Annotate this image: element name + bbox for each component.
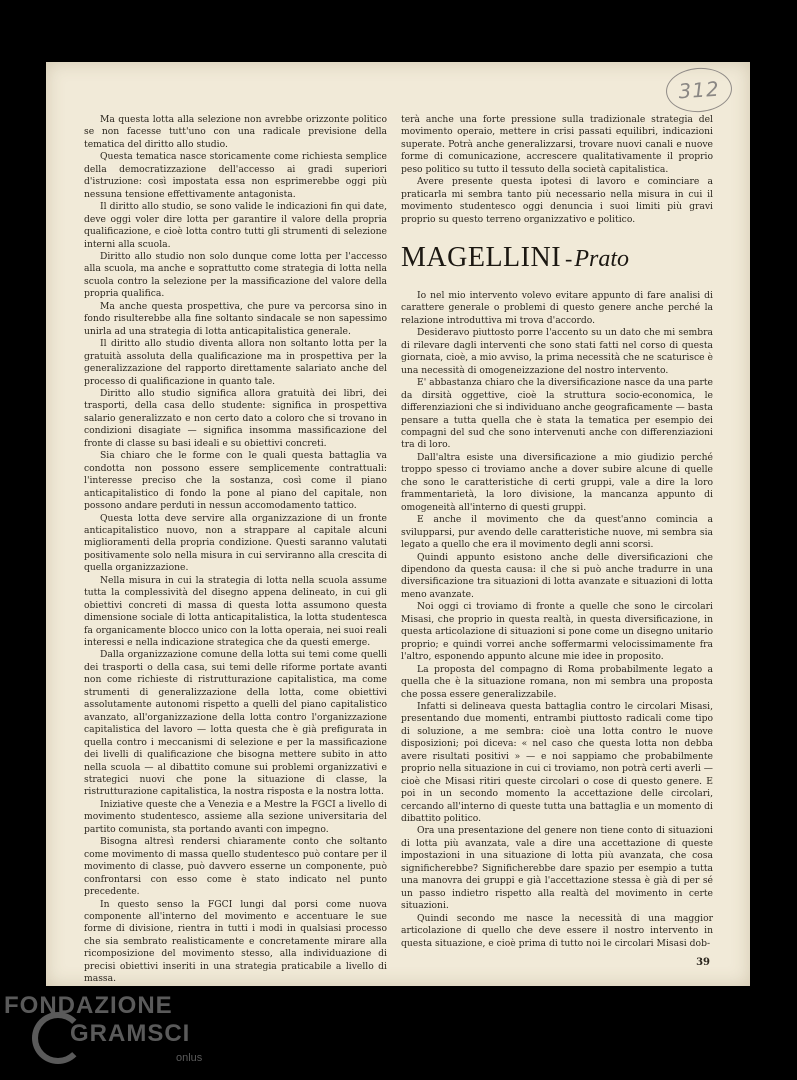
watermark-suffix: onlus	[176, 1052, 203, 1064]
speech-paragraph: Quindi appunto esistono anche delle diversificazioni che dipendono da questa causa: il che si può anche tradurre in una diversificazione tra situazioni di lotta avanzate e situazioni di lotta meno avanzate.	[401, 551, 713, 600]
speech-paragraph: Desideravo piuttosto porre l'accento su un dato che mi sembra di rilevare dagli interventi che sono stati fatti nel corso di questa giornata, cioè, a mio avviso, la prima necessità che ne scaturisce è una necessità di omogeneizzazione del nostro intervento.	[401, 327, 713, 376]
speech-paragraph: Io nel mio intervento volevo evitare appunto di fare analisi di carattere generale o problemi di questo genere anche perché la relazione introduttiva mi trova d'accordo.	[401, 290, 713, 326]
speech-paragraph: Quindi secondo me nasce la necessità di una maggior articolazione di quello che deve essere il nostro intervento in questa situazione, e cioè prima di tutto noi le circolari Misasi dob-	[401, 912, 713, 949]
body-paragraph: Ma anche questa prospettiva, che pure va percorsa sino in fondo risulterebbe alla fine soltanto sindacale se non sapessimo unirla ad una strategia di lotta anticapitalistica generale.	[84, 300, 387, 337]
watermark-line1: FONDAZIONE	[4, 992, 173, 1019]
speech-paragraph: E' abbastanza chiaro che la diversificazione nasce da una parte da dirsità oggettive, cioè la struttura socio-economica, le differenziazioni che si individuano anche geograficamente — basta pensare a tutta quella che è stata la tematica per esempio dei compagni del sud che sono intervenuti anche con differenziazioni tra di loro.	[401, 377, 713, 451]
right-column-bottom	[401, 290, 713, 950]
speech-paragraph: La proposta del compagno di Roma probabilmente legato a quella che è la situazione romana, non mi sembra una proposta che possa essere generalizzabile.	[401, 663, 713, 700]
body-paragraph: Ma questa lotta alla selezione non avrebbe orizzonte politico se non facesse tutt'uno con una radicale previsione della tematica del diritto allo studio.	[84, 114, 387, 150]
right-column-top	[401, 114, 713, 226]
watermark-line2: GRAMSCI	[70, 1020, 191, 1047]
speech-paragraph: Infatti si delineava questa battaglia contro le circolari Misasi, presentando due momenti, entrambi piuttosto radicali come tipo di soluzione, a me sembra: cioè una lotta contro le nuove disposizioni; poi diceva: « nel caso che questa lotta non debba avere risultati positivi » — e noi sappiamo che probabilmente proprio nella situazione in cui ci troviamo, non potrà certi averli — cioè che Misasi ritiri queste circolari o cose di questo genere. E poi in un secondo momento la accettazione delle circolari, cercando all'interno di queste tutta una battaglia e un momento di dibattito politico.	[401, 700, 713, 825]
body-paragraph: Sia chiaro che le forme con le quali questa battaglia va condotta non possono essere semplicemente contrattuali: l'interesse preciso che la sostanza, così come il piano anticapitalistico di fondo la pone al piano del capitale, non possono andare perduti in nessun accomodamento tattico.	[84, 450, 387, 512]
speech-paragraph: Noi oggi ci troviamo di fronte a quelle che sono le circolari Misasi, che proprio in questa realtà, in questa diversificazione, in questa articolazione di situazioni si pone come un disegno unitario proprio; e quindi vorrei anche soffermarmi velocissimamente fra l'altro, esponendo appunto alcune mie idee in proposito.	[401, 601, 713, 663]
speaker-heading	[401, 242, 629, 274]
body-paragraph: Questa tematica nasce storicamente come richiesta semplice della democratizzazione dell'accesso ai gradi superiori d'istruzione: così impostata essa non esprimerebbe oggi più nessuna tensione effettivamente antagonista.	[84, 151, 387, 200]
speaker-name: MAGELLINI	[401, 242, 562, 273]
body-paragraph: Questa lotta deve servire alla organizzazione di un fronte anticapitalistico nuovo, non a strappare al capitale alcuni miglioramenti della propria condizione. Questi saranno valutati positivamente solo nella misura in cui serviranno alla crescita di quella organizzazione.	[84, 512, 387, 574]
body-paragraph: Iniziative queste che a Venezia e a Mestre la FGCI a livello di movimento studentesco, assieme alla sezione universitaria del partito comunista, sta portando avanti con impegno.	[84, 798, 387, 835]
heading-separator: -	[565, 246, 573, 271]
continued-paragraph: terà anche una forte pressione sulla tradizionale strategia del movimento operaio, mettere in crisi passati equilibri, indicazioni superate. Potrà anche generalizzarsi, trovare nuovi canali e nuove forme di comunicazione, accrescere qualitativamente il proprio peso politico su tutto il tessuto della società capitalistica.	[401, 114, 713, 175]
body-paragraph: Il diritto allo studio, se sono valide le indicazioni fin qui date, deve oggi voler dire lotta per garantire il valore della propria qualificazione, e cioè lotta contro tutti gli strumenti di selezione interni alla scuola.	[84, 201, 387, 250]
body-paragraph: Avere presente questa ipotesi di lavoro e cominciare a praticarla mi sembra tanto più necessario nella misura in cui il movimento studentesco oggi denuncia i suoi limiti più gravi proprio su questo terreno organizzativo e politico.	[401, 176, 713, 225]
body-paragraph: Dalla organizzazione comune della lotta sui temi come quelli dei trasporti o della casa, sui temi delle riforme portate avanti non come richieste di ristrutturazione capitalistica, ma come strumenti di generalizzazione della lotta, come obiettivi assolutamente autonomi rispetto a quelli del piano capitalistico avanzato, all'organizzazione della lotta contro l'organizzazione capitalistica del lavoro — lotta questa che è già prefigurata in quella contro i meccanismi di selezione e per la massificazione dei livelli di qualificazione che bisogna mettere subito in atto nella scuola — al dibattito comune sui problemi organizzativi e strategici nuovi che pone la situazione di classe, la ristrutturazione capitalistica, la nostra risposta e la nostra lotta.	[84, 649, 387, 798]
speech-paragraph: Ora una presentazione del genere non tiene conto di situazioni di lotta più avanzata, vale a dire una accettazione di queste impostazioni in una situazione di lotta più avanzata, che cosa significherebbe? Significherebbe dare spazio per esempio a tutta una manovra dei gruppi e già l'accettazione stessa è già di per sé un passo indietro rispetto alla realtà del movimento in certe situazioni.	[401, 825, 713, 912]
body-paragraph: Diritto allo studio significa allora gratuità dei libri, dei trasporti, della casa dello studente: significa in prospettiva salario generalizzato e non certo dato a coloro che si trovano in condizioni disagiate — significa insomma massificazione del fronte di classe su basi ideali e su obiettivi concreti.	[84, 387, 387, 449]
foundation-watermark	[0, 990, 230, 1080]
body-paragraph: Nella misura in cui la strategia di lotta nella scuola assume tutta la complessività del disegno appena delineato, in cui gli obiettivi concreti di massa di questa lotta assumono questa dimensione sociale di lotta anticapitalistica, la lotta studentesca fa organicamente blocco unico con la lotta operaia, nei suoi reali interessi e nella indicazione strategica che da questi emerge.	[84, 574, 387, 649]
page-number: 39	[696, 957, 710, 968]
speech-paragraph: E anche il movimento che da quest'anno comincia a svilupparsi, pur avendo delle caratteristiche nuove, mi sembra sia legato a quello che era il movimento degli anni scorsi.	[401, 514, 713, 551]
body-paragraph: Diritto allo studio non solo dunque come lotta per l'accesso alla scuola, ma anche e soprattutto come strategia di lotta nella scuola contro la selezione per la massificazione del valore della propria qualifica.	[84, 250, 387, 300]
body-paragraph: Bisogna altresì rendersi chiaramente conto che soltanto come movimento di massa quello studentesco può contare per il movimento di classe, può davvero esserne un componente, può confrontarsi con esso come è stato indicato nel punto precedente.	[84, 836, 387, 898]
body-paragraph: Il diritto allo studio diventa allora non soltanto lotta per la gratuità assoluta della qualificazione ma in prospettiva per la generalizzazione del rapporto direttamente salariato anche del processo di qualificazione in quanto tale.	[84, 338, 387, 387]
body-paragraph: In questo senso la FGCI lungi dal porsi come nuova componente all'interno del movimento e accentuare le sue forme di divisione, rientra in tutti i modi in qualsiasi processo che sia sembrato realisticamente e concretamente mirare alla ricomposizione del movimento stesso, alla individuazione di precisi obiettivi inseriti in una strategia praticabile a livello di massa.	[84, 898, 387, 985]
stamp-number: 312	[677, 76, 721, 104]
left-column	[84, 114, 387, 986]
document-page	[46, 62, 750, 986]
archive-number-stamp	[665, 66, 734, 114]
speaker-city: Prato	[574, 246, 630, 272]
speech-paragraph: Dall'altra esiste una diversificazione a mio giudizio perché troppo spesso ci troviamo anche a dover subire alcune di quelle che sono le caratteristiche di certi gruppi, vale a dire la loro frammentarietà, la loro divisione, la mancanza appunto di omogeneità all'interno di questi gruppi.	[401, 451, 713, 513]
